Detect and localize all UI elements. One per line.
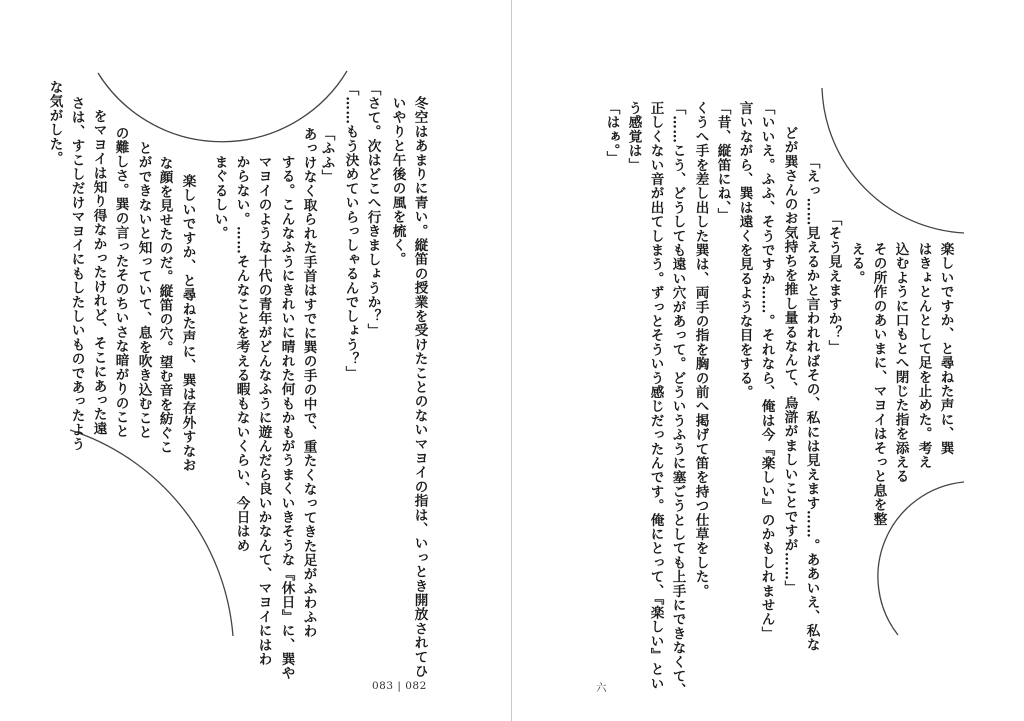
text-column: をマヨイは知り得なかったけれど、そこにあった遠 [90,109,107,436]
text-column: 「さて。次はどこへ行きましょうか？」 [364,82,381,338]
text-column: 「はぁ。」 [603,101,620,166]
text-column: あっけなく取られた手首はすでに巽の手の中で、重たくなってきた足がふわふわ [300,127,317,639]
page-number: 083 | 082 [372,680,427,692]
text-column: からない。……そんなことを考える暇もないくらい、今日はめ [233,155,250,553]
text-column: どが巽さんのお気持ちを推し量るなんて、烏滸がましいことですが……」 [781,126,798,595]
text-column: まぐるしい。 [211,155,228,241]
text-column: はきょとんとして足を止めた。考え [915,242,932,470]
text-column: とができないと知っていて、息を吹き込むこと [135,141,152,440]
text-column: いやりと午後の風を梳く。 [389,96,406,267]
text-column: 言いながら、巽は遠くを見るような目をする。 [736,101,753,400]
text-column: 「昔、縦笛にね、」 [714,101,731,222]
chapter-mark: 六 [596,682,607,694]
text-column: な顔を見せたのだ。縦笛の穴。望む音を紡ぐこ [156,156,173,455]
right-page [512,0,1024,721]
text-column: その所作のあいまに、マヨイはそっと息を整 [870,242,887,526]
text-column: 「えっ……見えるかと言われればその、私には見えます……。ああいえ、私な [803,155,820,652]
text-column: 冬空はあまりに青い。縦笛の授業を受けたことのないマヨイの指は、いっとき開放されてひ [411,96,428,679]
text-column: 正しくない音が出てしまう。ずっとそういう感じだったんです。俺にとって、『楽しい』とい [647,101,664,691]
text-column: の難しさ。巽の言ったそのちいさな暗がりのこと [112,126,129,439]
left-page [0,0,511,721]
text-column: 込むように口もとへ閉じた指を添える [892,242,909,484]
text-column: える。 [848,242,865,285]
text-column: 「……こう、どうしても遠い穴があって。どういうふうに塞ごうとしても上手にできなくて、 [669,101,686,698]
text-column: する。こんなふうにきれいに晴れた何もかもがうまくいきそうな『休日』に、巽や [278,155,295,681]
text-column: 楽しいですか、と尋ねた声に、巽は存外すなお [179,174,196,473]
text-column: マヨイのような十代の青年がどんなふうに遊んだら良いかなんて、マヨイにはわ [255,155,272,667]
text-column: 「いいえ。ふふ、そうですか……。それなら、俺は今『楽しい』のかもしれません」 [758,101,775,641]
text-column: くうへ手を差し出した巽は、両手の指を胸の前へ掲げて笛を持つ仕草をした。 [692,101,709,598]
text-column: な気がした。 [46,80,63,166]
text-column: 「ふふ」 [318,127,335,184]
text-column: う感覚は」 [625,101,642,172]
text-column: 楽しいですか、と尋ねた声に、巽 [937,242,954,455]
text-column: さは、すこしだけマヨイにもしたしいものであったよう [68,96,85,451]
text-column: 「……もう決めていらっしゃるんでしょう？」 [342,82,359,381]
text-column: 「そう見えますか？」 [825,212,842,354]
